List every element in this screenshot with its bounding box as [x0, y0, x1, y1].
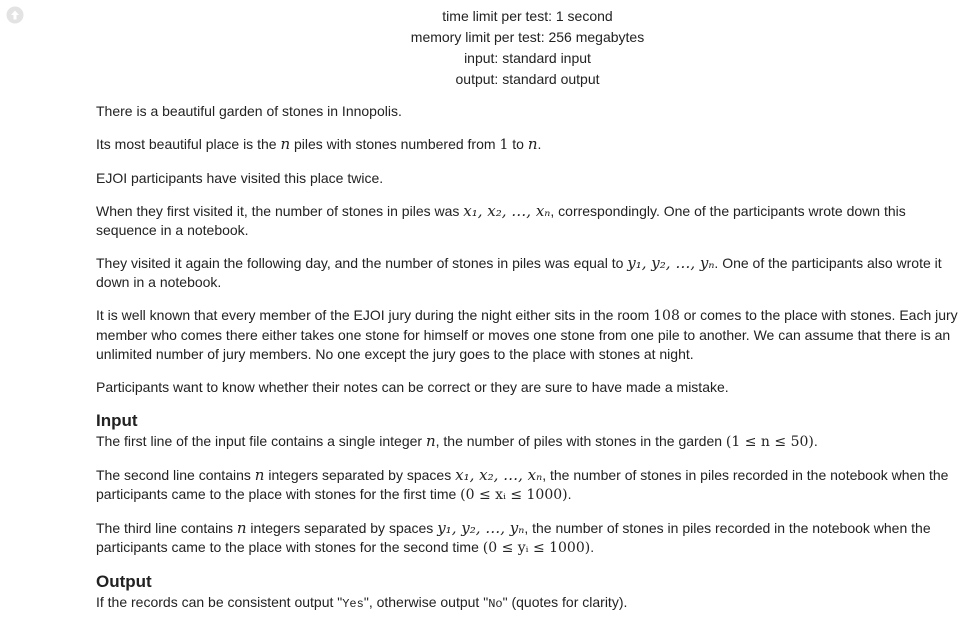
input-spec: input: standard input: [464, 50, 591, 66]
legend-paragraph-1: There is a beautiful garden of stones in Innopolis.: [96, 103, 402, 119]
no-literal: No: [488, 597, 503, 611]
legend-paragraph-2: Its most beautiful place is the n piles with stones numbered from 1 to n.: [96, 135, 542, 153]
math-n-range: (1 ≤ n ≤ 50): [725, 434, 814, 450]
legend-paragraph-7: Participants want to know whether their notes can be correct or they are sure to have made a mistake.: [96, 379, 729, 395]
math-n: n: [280, 135, 291, 153]
math-one: 1: [499, 137, 509, 153]
math-x-sequence: x₁, x₂, …, xₙ: [463, 202, 551, 220]
problem-statement: [96, 102, 958, 628]
math-n: n: [254, 466, 265, 484]
math-n: n: [236, 519, 247, 537]
output-section-title: Output: [96, 572, 152, 591]
legend-paragraph-5: They visited it again the following day, and the number of stones in piles was equal to y₁, y₂, …, yₙ. One of the participants also wrote it down in a notebook.: [96, 254, 942, 290]
output-spec: output: standard output: [455, 71, 600, 87]
output-line-1: If the records can be consistent output "Yes", otherwise output "No" (quotes for clarity).: [96, 594, 628, 611]
legend-paragraph-6: It is well known that every member of the EJOI jury during the night either sits in the room 108 or comes to the place with stones. Each jury member who comes there either takes one stone for himself or moves one stone from one pile to another. We can assume that there is an unlimited number of jury members. No one except the jury goes to the place with stones at night.: [96, 307, 958, 362]
math-n: n: [425, 432, 436, 450]
time-limit: time limit per test: 1 second: [442, 8, 613, 24]
memory-limit: memory limit per test: 256 megabytes: [410, 29, 645, 45]
legend-paragraph-4: When they first visited it, the number of stones in piles was x₁, x₂, …, xₙ, correspondingly. One of the participants wrote down this sequence in a notebook.: [96, 202, 906, 238]
math-y-sequence: y₁, y₂, …, yₙ: [627, 254, 715, 272]
math-x-sequence: x₁, x₂, …, xₙ: [455, 466, 543, 484]
input-section-title: Input: [96, 411, 138, 430]
math-x-range: (0 ≤ xᵢ ≤ 1000): [460, 487, 568, 503]
math-y-range: (0 ≤ yᵢ ≤ 1000): [482, 540, 591, 556]
problem-header: [0, 6, 971, 90]
input-line-2: The second line contains n integers separated by spaces x₁, x₂, …, xₙ, the number of stones in piles recorded in the notebook when the participants came to the place with stones for the first time (0 ≤ xᵢ ≤ 1000).: [96, 466, 949, 503]
yes-literal: Yes: [342, 597, 364, 611]
math-y-sequence: y₁, y₂, …, yₙ: [437, 519, 525, 537]
legend-paragraph-3: EJOI participants have visited this place twice.: [96, 170, 384, 186]
input-line-1: The first line of the input file contains a single integer n, the number of piles with stones in the garden (1 ≤ n ≤ 50).: [96, 432, 818, 450]
input-line-3: The third line contains n integers separated by spaces y₁, y₂, …, yₙ, the number of stones in piles recorded in the notebook when the participants came to the place with stones for the second time (0 ≤ yᵢ ≤ 1000).: [96, 519, 931, 556]
math-n: n: [527, 135, 538, 153]
math-room: 108: [653, 308, 680, 324]
